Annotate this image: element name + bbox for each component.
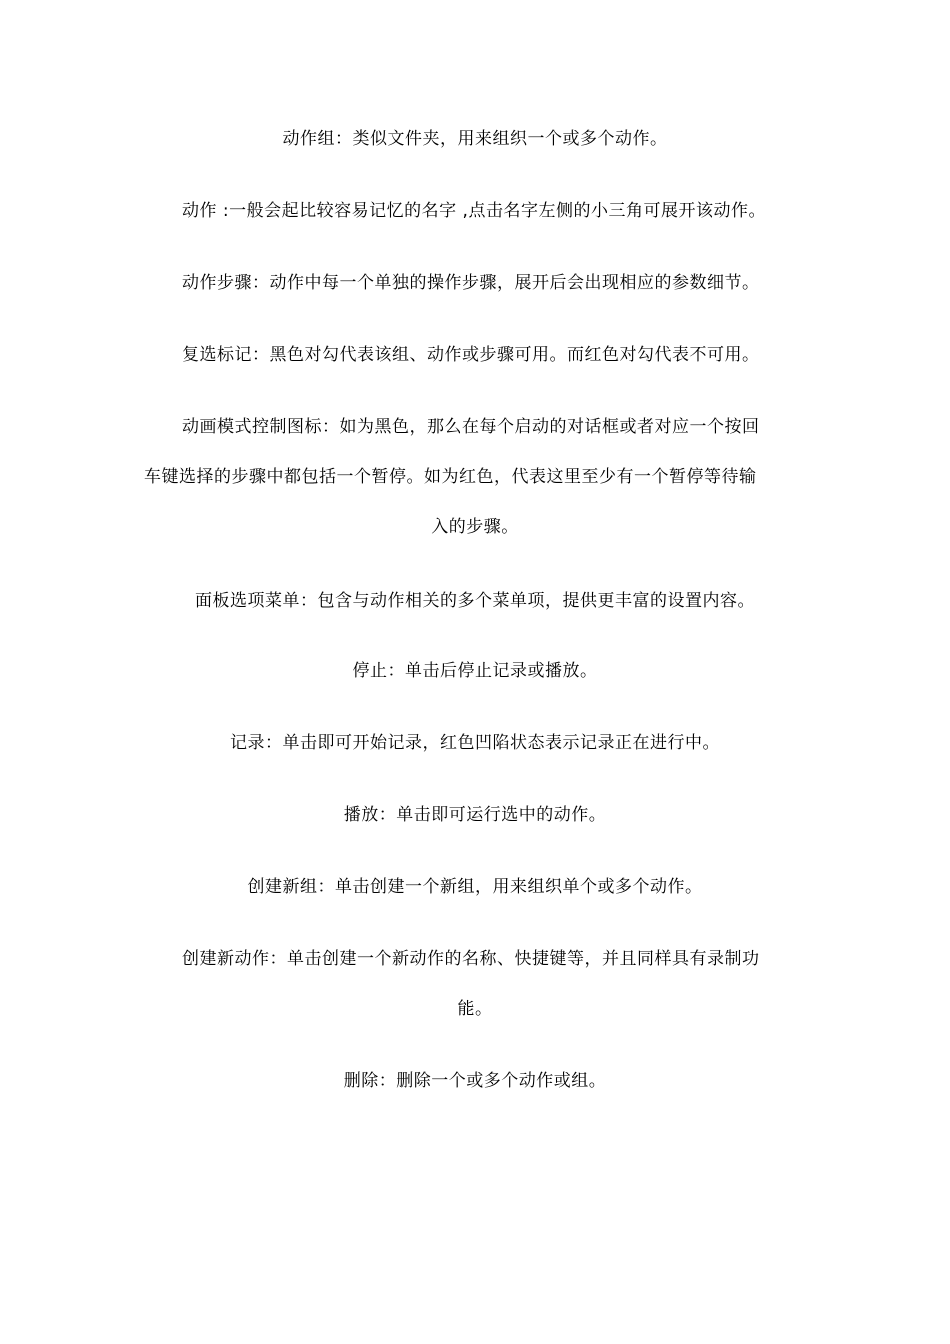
- paragraph-action-group: 动作组：类似文件夹，用来组织一个或多个动作。: [282, 129, 668, 149]
- paragraph-checkmark: 复选标记：黑色对勾代表该组、动作或步骤可用。而红色对勾代表不可用。: [182, 345, 760, 365]
- paragraph-dialog-toggle-line-3: 入的步骤。: [431, 517, 519, 537]
- paragraph-action-steps: 动作步骤：动作中每一个单独的操作步骤，展开后会出现相应的参数细节。: [182, 273, 760, 293]
- paragraph-delete: 删除：删除一个或多个动作或组。: [343, 1071, 607, 1091]
- paragraph-record: 记录：单击即可开始记录，红色凹陷状态表示记录正在进行中。: [230, 733, 720, 753]
- paragraph-dialog-toggle-line-2: 车键选择的步骤中都包括一个暂停。如为红色，代表这里至少有一个暂停等待输: [144, 467, 757, 487]
- paragraph-panel-menu: 面板选项菜单：包含与动作相关的多个菜单项，提供更丰富的设置内容。: [195, 591, 755, 611]
- paragraph-stop: 停止：单击后停止记录或播放。: [352, 661, 598, 681]
- paragraph-create-action-line-2: 能。: [457, 999, 493, 1019]
- paragraph-dialog-toggle-line-1: 动画模式控制图标：如为黑色，那么在每个启动的对话框或者对应一个按回: [182, 417, 760, 437]
- paragraph-play: 播放：单击即可运行选中的动作。: [343, 805, 607, 825]
- paragraph-create-action-line-1: 创建新动作：单击创建一个新动作的名称、快捷键等，并且同样具有录制功: [182, 949, 760, 969]
- paragraph-create-group: 创建新组：单击创建一个新组，用来组织单个或多个动作。: [247, 877, 703, 897]
- paragraph-action: 动作 :一般会起比较容易记忆的名字 ,点击名字左侧的小三角可展开该动作。: [182, 201, 766, 221]
